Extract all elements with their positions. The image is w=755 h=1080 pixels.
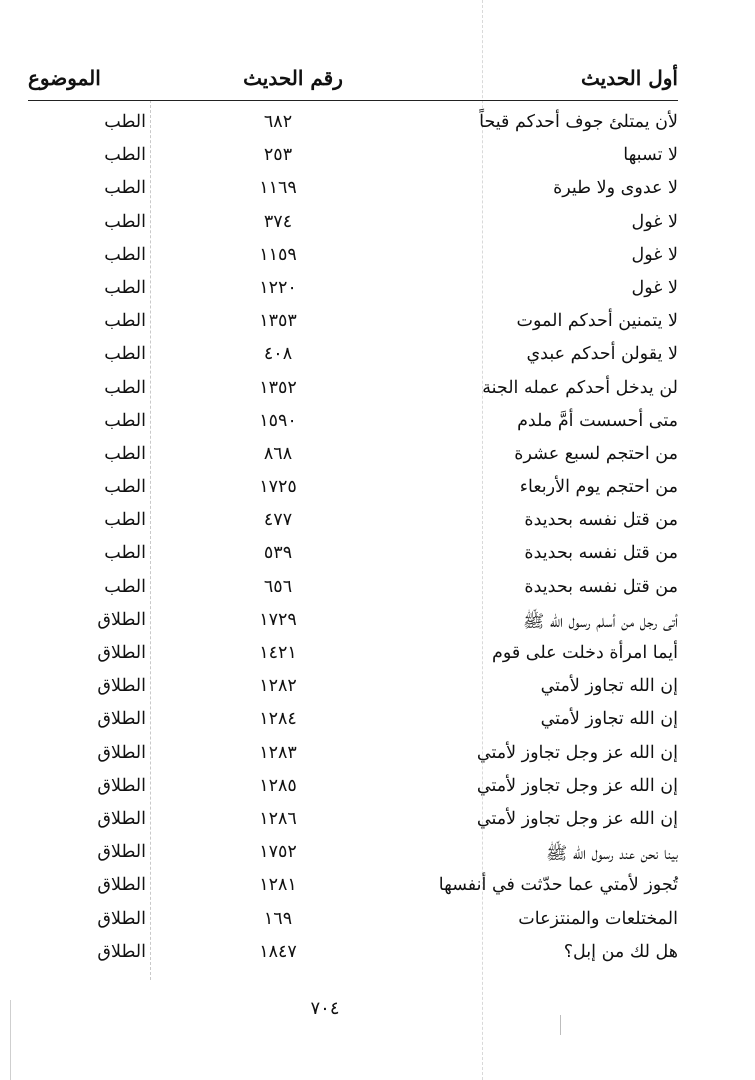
- hadith-first-words: متى أحسست أمَّ ملدم: [517, 410, 678, 431]
- header-divider: [28, 100, 678, 101]
- hadith-topic: الطب: [104, 477, 146, 498]
- index-table: [28, 108, 678, 971]
- hadith-topic: الطب: [104, 510, 146, 531]
- hadith-number: ١٣٥٢: [259, 377, 297, 398]
- hadith-topic: الطلاق: [97, 808, 146, 829]
- hadith-number: ٦٥٦: [263, 576, 293, 597]
- hadith-topic: الطب: [104, 344, 146, 365]
- hadith-number: ٣٧٤: [263, 211, 293, 232]
- hadith-number: ١٢٨٢: [259, 676, 297, 697]
- table-row: [28, 407, 678, 440]
- hadith-topic: الطلاق: [97, 775, 146, 796]
- hadith-number: ١٧٥٢: [259, 842, 297, 863]
- hadith-topic: الطب: [104, 576, 146, 597]
- hadith-number: ١٢٨٦: [259, 808, 297, 829]
- table-row: [28, 573, 678, 606]
- hadith-first-words: إن الله عز وجل تجاوز لأمتي: [476, 808, 678, 829]
- hadith-first-words: لأن يمتلئ جوف أحدكم قيحاً: [479, 112, 678, 132]
- table-row: [28, 938, 678, 971]
- hadith-number: ١٢٢٠: [259, 277, 297, 298]
- hadith-first-words: أيما امرأة دخلت على قوم: [491, 643, 678, 663]
- hadith-first-words: إن الله عز وجل تجاوز لأمتي: [476, 775, 678, 796]
- hadith-number: ٤٧٧: [263, 510, 293, 531]
- hadith-number: ١٢٨١: [259, 875, 297, 896]
- hadith-number: ١٦٩: [263, 908, 293, 929]
- table-row: [28, 340, 678, 373]
- hadith-number: ٤٠٨: [263, 344, 293, 365]
- hadith-first-words: إن الله تجاوز لأمتي: [540, 709, 678, 730]
- table-row: [28, 838, 678, 871]
- hadith-number: ١١٦٩: [259, 178, 297, 199]
- hadith-number: ١٥٩٠: [259, 410, 297, 431]
- hadith-first-words: لا تسبها: [623, 145, 678, 166]
- hadith-topic: الطب: [104, 443, 146, 464]
- hadith-number: ١٤٢١: [259, 643, 297, 663]
- table-row: [28, 440, 678, 473]
- hadith-number: ١٢٨٥: [259, 775, 297, 796]
- hadith-topic: الطلاق: [97, 875, 146, 896]
- table-row: [28, 905, 678, 938]
- table-row: [28, 506, 678, 539]
- hadith-first-words: إن الله عز وجل تجاوز لأمتي: [476, 742, 678, 763]
- table-row: [28, 606, 678, 639]
- hadith-number: ٨٦٨: [263, 443, 293, 464]
- table-row: [28, 772, 678, 805]
- table-row: [28, 108, 678, 141]
- hadith-topic: الطلاق: [97, 676, 146, 697]
- table-row: [28, 672, 678, 705]
- hadith-first-words: إن الله تجاوز لأمتي: [540, 676, 678, 697]
- hadith-number: ١٧٢٩: [259, 609, 297, 630]
- table-row: [28, 374, 678, 407]
- hadith-first-words: بينا نحن عند رسول الله ﷺ: [546, 844, 678, 865]
- hadith-topic: الطب: [104, 145, 146, 166]
- hadith-number: ١٨٤٧: [259, 941, 297, 962]
- table-header: [28, 58, 678, 100]
- hadith-first-words: المختلعات والمنتزعات: [518, 908, 678, 929]
- hadith-topic: الطب: [104, 543, 146, 564]
- hadith-topic: الطب: [104, 178, 146, 199]
- table-row: [28, 539, 678, 572]
- table-row: [28, 805, 678, 838]
- hadith-first-words: من قتل نفسه بحديدة: [524, 576, 678, 597]
- hadith-number: ١٧٢٥: [259, 477, 297, 498]
- table-row: [28, 141, 678, 174]
- table-row: [28, 705, 678, 738]
- hadith-number: ١٢٨٣: [259, 742, 297, 763]
- hadith-first-words: لا غول: [631, 244, 678, 265]
- hadith-first-words: لا غول: [631, 211, 678, 232]
- hadith-topic: الطب: [104, 311, 146, 332]
- hadith-number: ١١٥٩: [259, 244, 297, 265]
- hadith-first-words: لا غول: [631, 277, 678, 298]
- hadith-number: ٦٨٢: [263, 112, 293, 132]
- hadith-first-words: لا يتمنين أحدكم الموت: [516, 311, 678, 332]
- hadith-topic: الطب: [104, 112, 146, 132]
- table-row: [28, 174, 678, 207]
- table-row: [28, 739, 678, 772]
- table-row: [28, 274, 678, 307]
- hadith-first-words: تُجوز لأمتي عما حدّثت في أنفسها: [438, 875, 678, 896]
- hadith-topic: الطلاق: [97, 709, 146, 730]
- header-first-words: أول الحديث: [581, 66, 678, 90]
- table-row: [28, 639, 678, 672]
- hadith-topic: الطلاق: [97, 842, 146, 863]
- hadith-number: ٥٣٩: [263, 543, 293, 564]
- hadith-topic: الطب: [104, 244, 146, 265]
- hadith-number: ١٢٨٤: [259, 709, 297, 730]
- table-row: [28, 871, 678, 904]
- hadith-topic: الطب: [104, 277, 146, 298]
- page-number: ٧٠٤: [310, 998, 340, 1019]
- hadith-topic: الطب: [104, 211, 146, 232]
- hadith-first-words: من قتل نفسه بحديدة: [524, 510, 678, 531]
- hadith-topic: الطلاق: [97, 941, 146, 962]
- hadith-first-words: من قتل نفسه بحديدة: [524, 543, 678, 564]
- header-hadith-number: رقم الحديث: [243, 66, 343, 90]
- hadith-first-words: من احتجم يوم الأربعاء: [519, 477, 678, 498]
- hadith-first-words: أتى رجل من أسلم رسول الله ﷺ: [523, 611, 678, 632]
- hadith-first-words: هل لك من إبل؟: [563, 941, 678, 962]
- hadith-first-words: من احتجم لسبع عشرة: [514, 443, 678, 464]
- hadith-topic: الطلاق: [97, 908, 146, 929]
- hadith-topic: الطلاق: [97, 742, 146, 763]
- hadith-topic: الطلاق: [97, 643, 146, 663]
- hadith-first-words: لن يدخل أحدكم عمله الجنة: [482, 377, 678, 398]
- table-row: [28, 208, 678, 241]
- hadith-number: ٢٥٣: [263, 145, 293, 166]
- hadith-topic: الطب: [104, 410, 146, 431]
- hadith-topic: الطلاق: [97, 609, 146, 630]
- hadith-number: ١٣٥٣: [259, 311, 297, 332]
- header-topic: الموضوع: [28, 66, 101, 90]
- hadith-first-words: لا عدوى ولا طيرة: [553, 178, 678, 199]
- table-row: [28, 473, 678, 506]
- hadith-first-words: لا يقولن أحدكم عبدي: [526, 344, 678, 365]
- table-row: [28, 241, 678, 274]
- hadith-topic: الطب: [104, 377, 146, 398]
- table-row: [28, 307, 678, 340]
